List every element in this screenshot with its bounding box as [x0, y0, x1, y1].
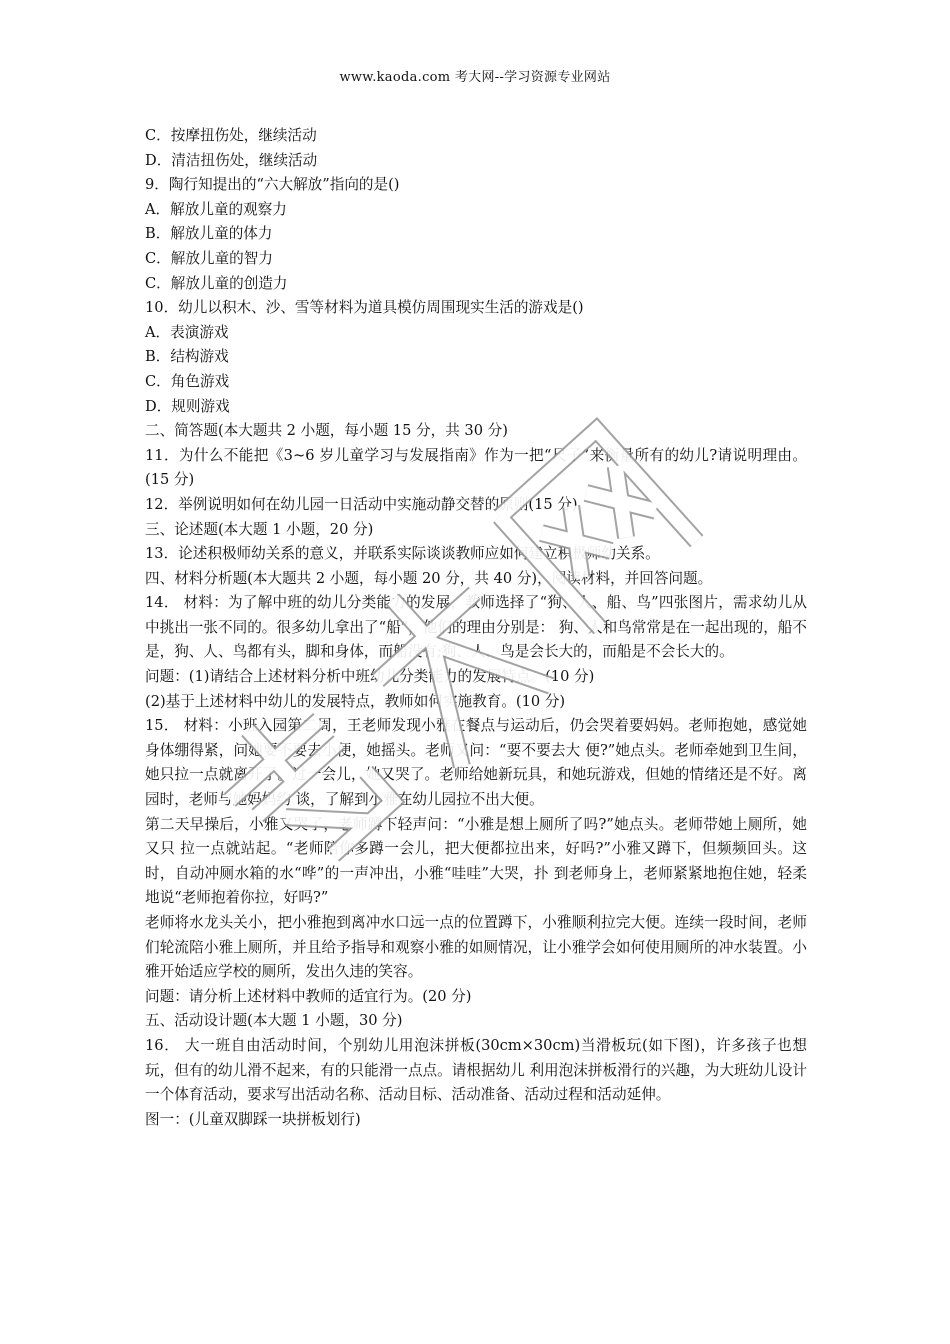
document-body	[145, 124, 807, 1132]
question-14-part-2: (2)基于上述材料中幼儿的发展特点，教师如何实施教育。(10 分)	[145, 692, 566, 710]
section-5-heading: 五、活动设计题(本大题 1 小题，30 分)	[145, 1012, 403, 1030]
question-15-material-3: 老师将水龙头关小，把小雅抱到离冲水口远一点的位置蹲下，小雅顺利拉完大便。连续一段时间，老师们轮流陪小雅上厕所，并且给予指导和观察小雅的如厕情况，让小雅学会如何使用厕所的冲水装置。小雅开始适应学校的厕所，发出久违的笑容。	[145, 914, 807, 981]
section-2-heading: 二、简答题(本大题共 2 小题，每小题 15 分，共 30 分)	[145, 422, 508, 440]
option-c-role-game: C．角色游戏	[145, 372, 230, 390]
question-14-material: 14． 材料：为了解中班的幼儿分类能力的发展，教师选择了“狗、人、船、鸟”四张图片，需求幼儿从中挑出一张不同的。很多幼儿拿出了“船”，他们的理由分别是： 狗、人和鸟常常是在一起出现的，船不是，狗、人、鸟都有头，脚和身体，而船没有;狗、人，鸟是会长大的，而船是不会长大的。	[145, 594, 807, 661]
option-a-observation: A．解放儿童的观察力	[145, 200, 287, 218]
figure-1-caption: 图一：(儿童双脚踩一块拼板划行)	[145, 1110, 361, 1128]
question-11: 11．为什么不能把《3~6 岁儿童学习与发展指南》作为一把“尺子”来衡量所有的幼儿?请说明理由。(15 分)	[145, 446, 807, 489]
option-b-physical: B．解放儿童的体力	[145, 225, 273, 243]
question-15-material-1: 15． 材料：小班入园第二周，王老师发现小雅在餐点与运动后，仍会哭着要妈妈。老师抱她，感觉她身体绷得紧，问她要不要去小便，她摇头。老师又问：“要不要去大 便?”她点头。老师牵她到卫生间，她只拉一点就离开了。过一会儿，她又哭了。老师给她新玩具，和她玩游戏，但她的情绪还是不好。离园时，老师与她妈妈约 谈，了解到小雅在幼儿园拉不出大便。	[145, 717, 807, 809]
option-c-massage: C．按摩扭伤处，继续活动	[145, 127, 317, 144]
option-d-clean: D．清洁扭伤处，继续活动	[145, 151, 318, 169]
question-16: 16． 大一班自由活动时间，个别幼儿用泡沫拼板(30cm×30cm)当滑板玩(如下图)，许多孩子也想玩，但有的幼儿滑不起来，有的只能滑一点点。请根据幼儿 利用泡沫拼板滑行的兴趣，为大班幼儿设计一个体育活动，要求写出活动名称、活动目标、活动准备、活动过程和活动延伸。	[145, 1036, 807, 1104]
section-4-heading: 四、材料分析题(本大题共 2 小题，每小题 20 分，共 40 分)，阅读材料，并回答问题。	[145, 569, 713, 587]
option-c-intelligence: C．解放儿童的智力	[145, 249, 273, 267]
question-13: 13．论述积极师幼关系的意义，并联系实际谈谈教师应如何建立积极师幼关系。	[145, 545, 660, 563]
option-b-construction-game: B．结构游戏	[145, 348, 229, 366]
question-12: 12．举例说明如何在幼儿园一日活动中实施动静交替的原则(15 分)	[145, 495, 578, 513]
section-3-heading: 三、论述题(本大题 1 小题，20 分)	[145, 520, 374, 538]
question-10: 10．幼儿以积木、沙、雪等材料为道具模仿周围现实生活的游戏是()	[145, 299, 584, 317]
option-a-performance-game: A．表演游戏	[145, 323, 229, 341]
page-header: www.kaoda.com 考大网--学习资源专业网站	[339, 70, 611, 85]
question-9: 9．陶行知提出的“六大解放”指向的是()	[145, 176, 400, 194]
question-14-part-1: 问题：(1)请结合上述材料分析中班幼儿分类能力的发展特点。(10 分)	[145, 668, 595, 686]
option-c-creativity: C．解放儿童的创造力	[145, 274, 288, 292]
question-15-question: 问题：请分析上述材料中教师的适宜行为。(20 分)	[145, 987, 472, 1005]
question-15-material-2: 第二天早操后，小雅又哭了，老师蹲下轻声问：“小雅是想上厕所了吗?”她点头。老师带她上厕所，她又只 拉一点就站起。“老师陪你多蹲一会儿，把大便都拉出来，好吗?”小雅又蹲下，但频频回头。这时，自动冲厕水箱的水“哗”的一声冲出，小雅“哇哇”大哭，扑 到老师身上，老师紧紧地抱住她，轻柔地说“老师抱着你拉，好吗?”	[145, 815, 807, 907]
option-d-rule-game: D．规则游戏	[145, 397, 230, 415]
